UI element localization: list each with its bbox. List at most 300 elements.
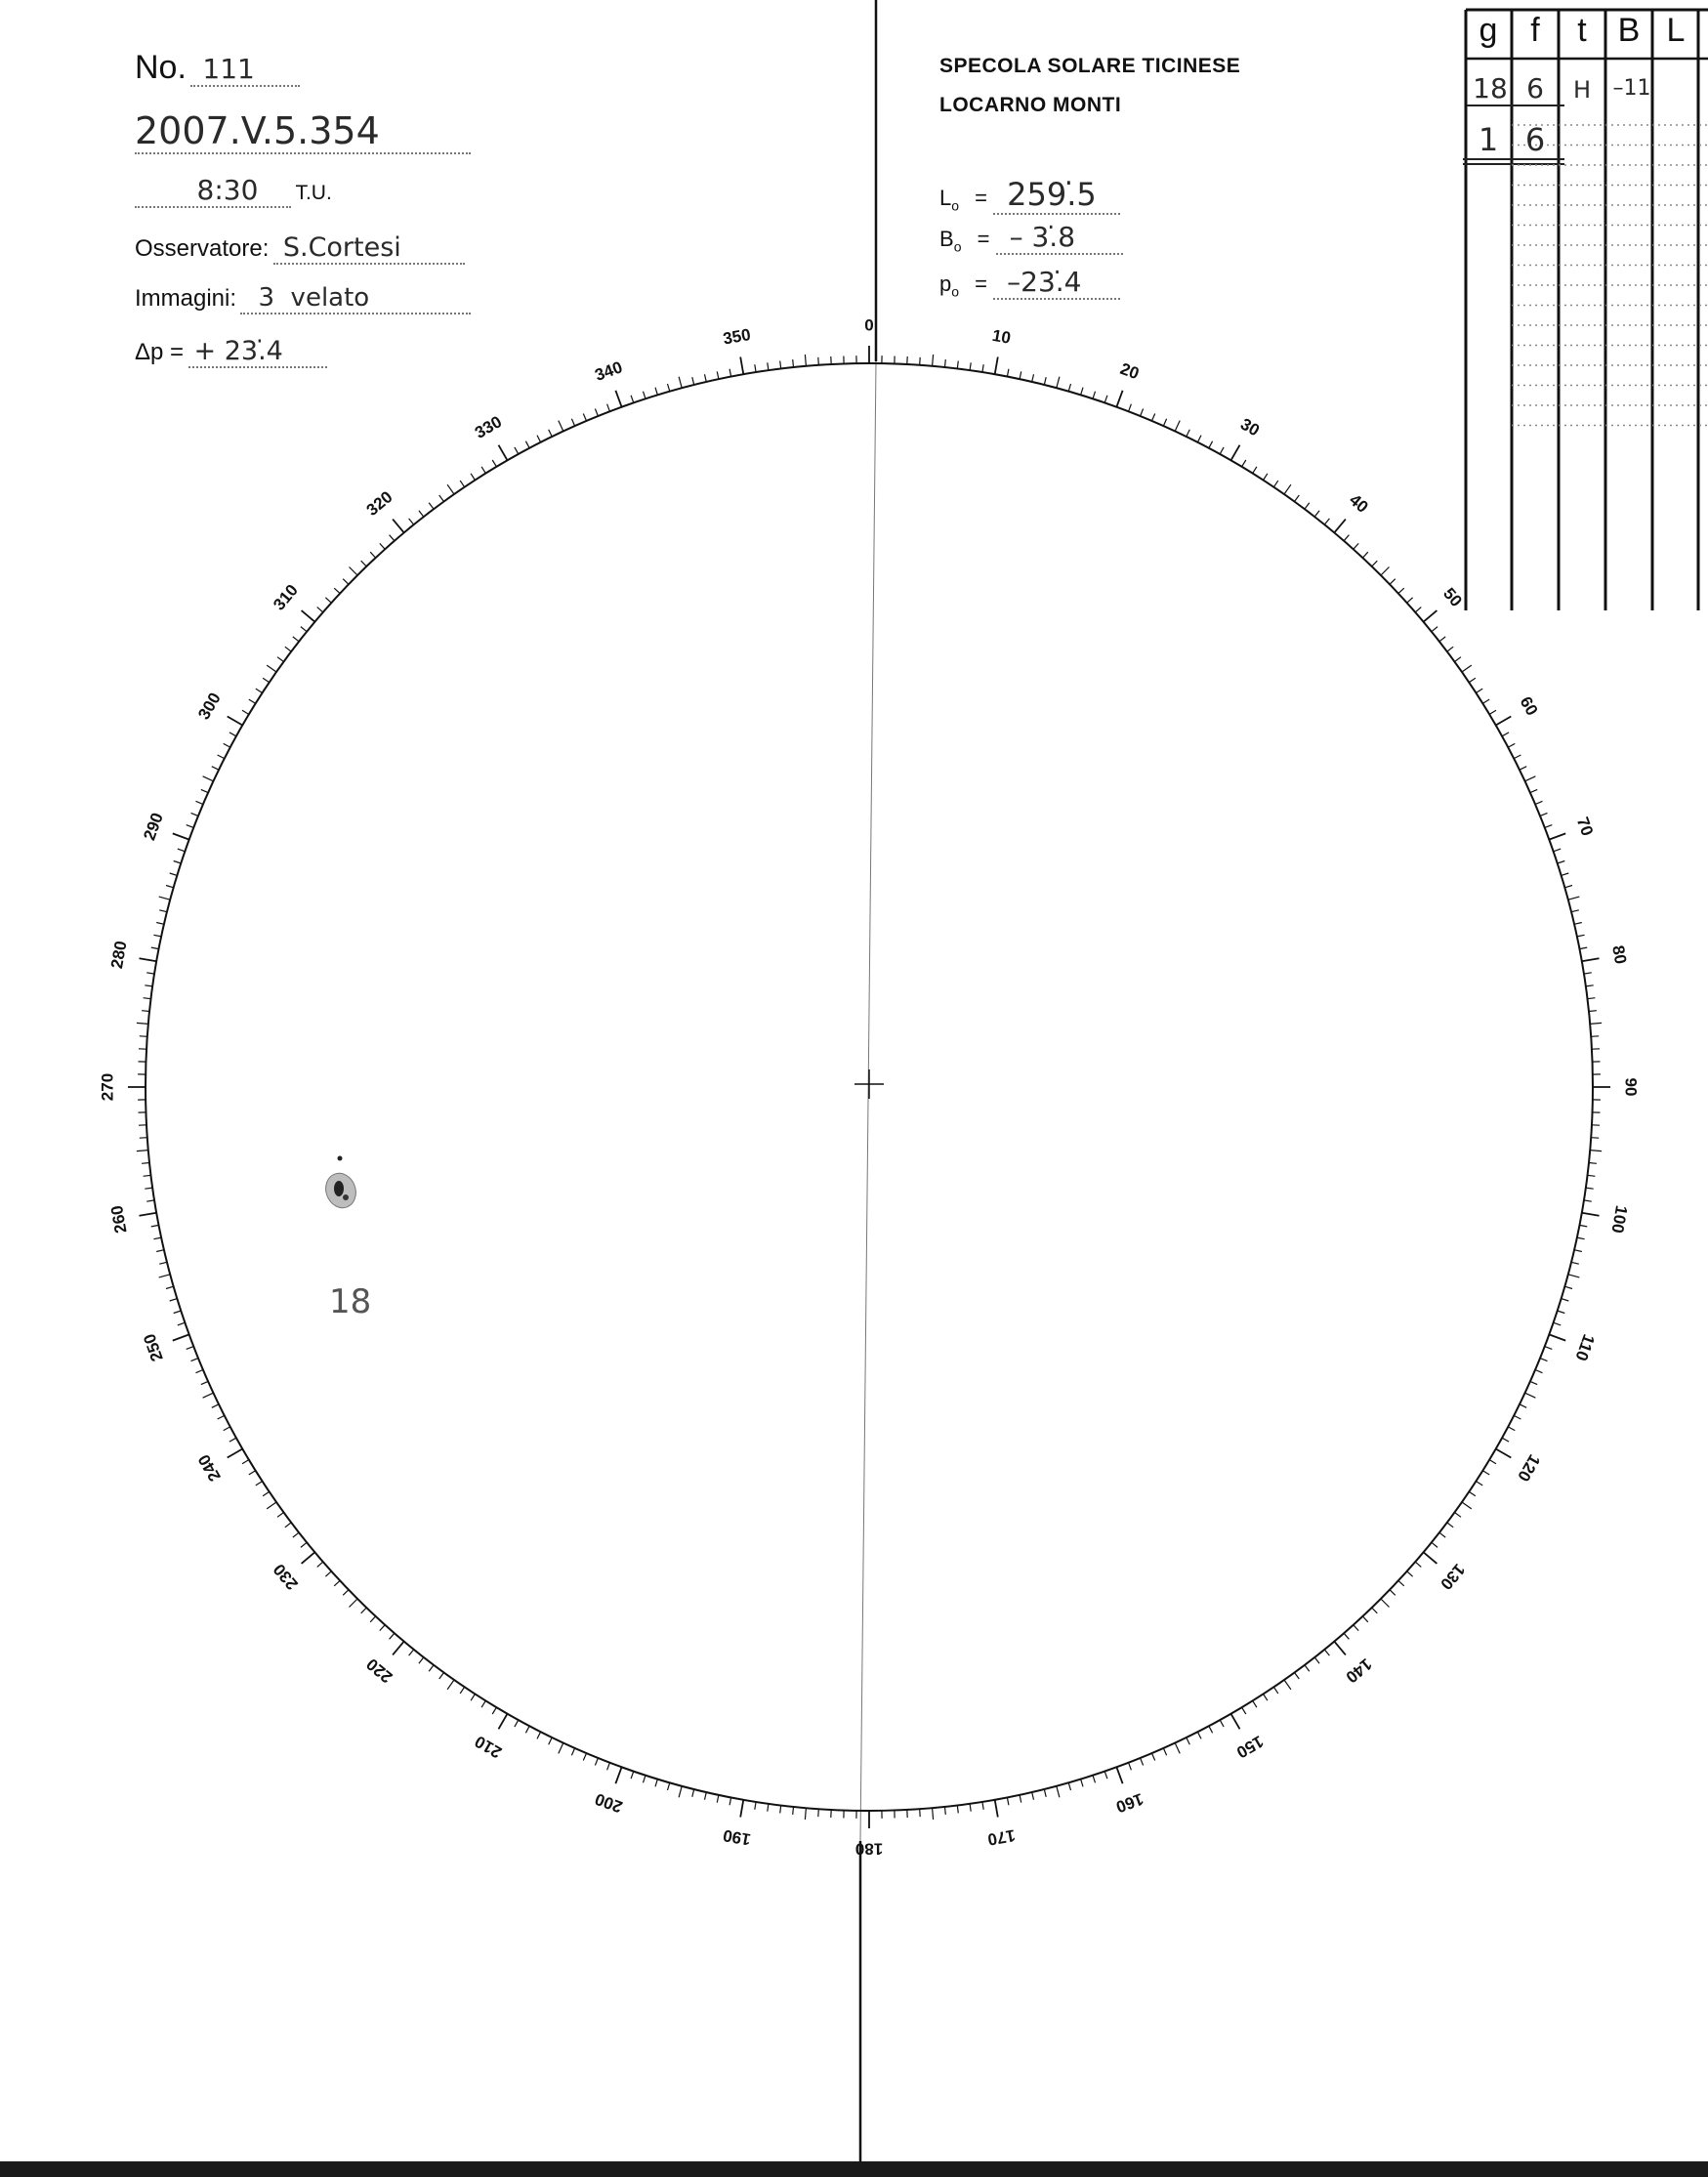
delta-p-label: Δp = — [135, 339, 185, 365]
tick-321 — [409, 519, 414, 524]
tick-228 — [325, 1571, 331, 1576]
tick-222 — [380, 1625, 385, 1631]
tick-33 — [1264, 474, 1268, 481]
degree-label-220: 220 — [362, 1654, 396, 1687]
cell-r1-b: –11 — [1612, 76, 1651, 101]
tick-108 — [1558, 1311, 1565, 1314]
tick-130 — [1424, 1552, 1437, 1564]
tick-85 — [1590, 1023, 1602, 1024]
tick-143 — [1305, 1665, 1310, 1671]
tick-72 — [1558, 861, 1565, 864]
tick-287 — [170, 873, 178, 875]
tick-352 — [768, 362, 769, 370]
tick-356 — [818, 357, 819, 365]
tick-187 — [780, 1806, 781, 1814]
tick-256 — [159, 1262, 167, 1264]
tick-136 — [1372, 1608, 1378, 1613]
tick-127 — [1447, 1523, 1453, 1528]
tick-174 — [945, 1807, 946, 1815]
tick-145 — [1284, 1680, 1291, 1690]
tick-334 — [549, 430, 553, 437]
tick-207 — [537, 1732, 541, 1738]
tick-193 — [705, 1792, 707, 1800]
tick-106 — [1564, 1286, 1572, 1288]
tick-45 — [1381, 567, 1390, 576]
tick-113 — [1535, 1370, 1542, 1373]
tick-77 — [1574, 923, 1582, 925]
tick-254 — [166, 1286, 174, 1288]
tick-21 — [1129, 404, 1132, 412]
tick-349 — [729, 369, 731, 377]
tick-202 — [595, 1758, 598, 1766]
tick-76 — [1571, 910, 1579, 912]
tick-237 — [256, 1482, 263, 1486]
tick-283 — [156, 923, 164, 925]
tick-151 — [1220, 1720, 1224, 1727]
sunspot-group-18 — [321, 1156, 361, 1213]
degree-label-30: 30 — [1237, 414, 1263, 440]
tick-294 — [201, 789, 208, 792]
tick-304 — [263, 678, 270, 682]
tick-245 — [203, 1393, 214, 1398]
degree-label-240: 240 — [194, 1450, 225, 1486]
tick-74 — [1564, 886, 1572, 888]
tick-37 — [1305, 503, 1310, 509]
tick-326 — [460, 481, 464, 487]
tick-78 — [1577, 935, 1585, 937]
tick-317 — [370, 552, 375, 558]
tick-59 — [1489, 710, 1496, 714]
tick-98 — [1586, 1188, 1594, 1189]
tick-331 — [515, 447, 519, 454]
tick-280 — [140, 958, 157, 961]
tick-291 — [187, 825, 194, 828]
tick-16 — [1068, 384, 1070, 392]
time-value: 8:30 — [135, 174, 291, 208]
tick-147 — [1264, 1695, 1268, 1701]
tick-298 — [224, 743, 230, 747]
tick-314 — [343, 579, 349, 585]
tick-239 — [242, 1460, 249, 1464]
tick-200 — [615, 1767, 621, 1783]
tick-123 — [1477, 1482, 1483, 1486]
tick-118 — [1508, 1427, 1515, 1431]
tick-144 — [1295, 1673, 1300, 1680]
tick-355 — [805, 355, 806, 366]
tick-141 — [1324, 1650, 1329, 1655]
tick-279 — [146, 973, 154, 974]
tick-263 — [144, 1175, 151, 1176]
tick-209 — [515, 1720, 519, 1727]
degree-label-260: 260 — [106, 1203, 131, 1235]
tick-212 — [481, 1700, 485, 1707]
tick-227 — [334, 1580, 340, 1585]
tick-19 — [1104, 396, 1107, 403]
tick-115 — [1525, 1393, 1536, 1398]
tick-311 — [317, 607, 323, 612]
delta-p-value: + 23.̇4 — [188, 336, 327, 368]
tick-330 — [499, 445, 508, 461]
col-header-g: g — [1479, 12, 1498, 49]
cell-r1-f: 6 — [1526, 72, 1544, 105]
tick-62 — [1508, 743, 1515, 747]
tick-114 — [1530, 1381, 1537, 1384]
tick-47 — [1398, 588, 1404, 593]
tick-162 — [1093, 1776, 1096, 1783]
tick-22 — [1141, 409, 1144, 417]
tick-176 — [920, 1809, 921, 1817]
tick-73 — [1562, 873, 1569, 875]
tick-343 — [655, 388, 657, 396]
tick-232 — [293, 1532, 299, 1537]
tick-318 — [380, 543, 385, 549]
col-header-b: B — [1617, 12, 1641, 49]
tick-140 — [1334, 1642, 1346, 1655]
tick-109 — [1554, 1322, 1562, 1325]
tick-34 — [1273, 481, 1277, 487]
tick-156 — [1163, 1748, 1166, 1755]
tick-284 — [159, 910, 167, 912]
tick-247 — [196, 1370, 203, 1373]
l0-value: 259.̇5 — [993, 176, 1120, 215]
tick-218 — [419, 1657, 424, 1663]
tick-184 — [818, 1809, 819, 1817]
tick-8 — [970, 362, 971, 370]
tick-102 — [1577, 1237, 1585, 1239]
tick-223 — [370, 1616, 375, 1622]
tick-57 — [1477, 689, 1483, 692]
images-value: 3 velato — [240, 283, 471, 314]
tick-175 — [933, 1808, 934, 1820]
tick-323 — [429, 503, 434, 509]
tick-157 — [1152, 1753, 1155, 1760]
tick-61 — [1502, 733, 1509, 736]
col-header-l: L — [1666, 12, 1686, 49]
tick-13 — [1032, 374, 1034, 382]
degree-label-280: 280 — [106, 939, 131, 971]
degree-label-350: 350 — [721, 324, 753, 349]
tick-213 — [471, 1695, 475, 1701]
tick-333 — [537, 436, 541, 442]
tick-249 — [187, 1347, 194, 1350]
tick-69 — [1545, 825, 1553, 828]
tick-309 — [301, 627, 307, 632]
tick-135 — [1381, 1599, 1390, 1608]
degree-label-210: 210 — [471, 1732, 506, 1762]
tick-329 — [492, 460, 496, 467]
tick-328 — [481, 467, 485, 474]
tick-149 — [1242, 1707, 1246, 1714]
tick-320 — [393, 520, 404, 533]
tick-133 — [1398, 1580, 1404, 1585]
time-unit: T.U. — [295, 182, 332, 204]
tick-188 — [768, 1804, 769, 1812]
degree-label-100: 100 — [1607, 1203, 1632, 1235]
tick-18 — [1093, 392, 1096, 399]
tick-353 — [780, 361, 781, 369]
col-header-f: f — [1530, 12, 1540, 49]
tick-242 — [224, 1427, 230, 1431]
degree-label-320: 320 — [362, 487, 396, 520]
tick-148 — [1253, 1700, 1257, 1707]
sunspot-group-label: 18 — [329, 1282, 372, 1321]
tick-251 — [178, 1322, 186, 1325]
tick-246 — [201, 1381, 208, 1384]
tick-216 — [439, 1673, 444, 1680]
tick-289 — [178, 849, 186, 852]
tick-32 — [1253, 467, 1257, 474]
tick-44 — [1372, 561, 1378, 566]
sunspot-umbra-small — [343, 1194, 349, 1200]
tick-81 — [1584, 973, 1592, 974]
tick-275 — [137, 1023, 148, 1024]
tick-336 — [571, 419, 574, 426]
tick-277 — [144, 998, 151, 999]
tick-128 — [1439, 1532, 1445, 1537]
tick-25 — [1175, 421, 1180, 432]
tick-206 — [549, 1737, 553, 1744]
tick-65 — [1525, 776, 1536, 781]
record-number-value: 111 — [190, 53, 300, 87]
tick-208 — [525, 1726, 529, 1733]
tick-153 — [1197, 1732, 1201, 1738]
degree-label-180: 180 — [854, 1839, 884, 1859]
tick-117 — [1514, 1415, 1521, 1419]
degree-label-20: 20 — [1117, 358, 1142, 384]
tick-86 — [1591, 1036, 1599, 1037]
ephemeris-l0: $L_o$ = 259.̇5 — [939, 176, 1120, 215]
p0-value: –23.̇4 — [993, 266, 1120, 300]
degree-label-190: 190 — [721, 1825, 753, 1850]
tick-14 — [1044, 377, 1046, 385]
tick-58 — [1482, 699, 1489, 703]
tick-185 — [805, 1808, 806, 1820]
tick-173 — [957, 1806, 958, 1814]
tick-306 — [277, 657, 284, 662]
tick-236 — [263, 1491, 270, 1495]
tick-139 — [1344, 1633, 1349, 1639]
institution-name: SPECOLA SOLARE TICINESE — [939, 55, 1241, 77]
tick-99 — [1584, 1200, 1592, 1201]
b0-value: – 3.̇8 — [996, 221, 1123, 255]
tick-341 — [631, 396, 634, 403]
tick-354 — [793, 359, 794, 367]
tick-295 — [203, 776, 214, 781]
tick-325 — [447, 484, 454, 494]
degree-label-230: 230 — [270, 1560, 302, 1594]
tick-297 — [218, 755, 225, 759]
tick-233 — [285, 1523, 291, 1528]
tick-210 — [499, 1714, 508, 1730]
tick-211 — [492, 1707, 496, 1714]
degree-label-140: 140 — [1342, 1654, 1376, 1687]
tick-231 — [301, 1542, 307, 1547]
tick-253 — [170, 1299, 178, 1301]
degree-label-10: 10 — [990, 325, 1013, 348]
tick-36 — [1295, 495, 1300, 502]
tick-255 — [159, 1275, 171, 1277]
tick-282 — [153, 935, 161, 937]
tick-235 — [267, 1502, 276, 1509]
tick-278 — [145, 985, 152, 986]
tick-169 — [1007, 1797, 1009, 1805]
tick-122 — [1482, 1471, 1489, 1475]
tick-302 — [249, 699, 256, 703]
tick-307 — [285, 647, 291, 651]
tick-31 — [1242, 460, 1246, 467]
tick-303 — [256, 689, 263, 692]
tick-159 — [1129, 1763, 1132, 1771]
tick-324 — [439, 495, 444, 502]
tick-56 — [1469, 678, 1476, 682]
tick-230 — [302, 1552, 315, 1564]
tick-12 — [1020, 371, 1021, 379]
degree-label-170: 170 — [985, 1825, 1018, 1850]
tick-226 — [343, 1590, 349, 1596]
tick-154 — [1187, 1737, 1190, 1744]
tick-238 — [249, 1471, 256, 1475]
tick-120 — [1496, 1449, 1512, 1458]
tick-327 — [471, 474, 475, 481]
tick-310 — [302, 610, 315, 622]
degree-label-0: 0 — [864, 315, 874, 335]
tick-101 — [1579, 1225, 1587, 1227]
tick-161 — [1104, 1772, 1107, 1779]
degree-label-330: 330 — [471, 412, 506, 442]
tick-257 — [156, 1250, 164, 1252]
col-header-t: t — [1577, 12, 1587, 49]
tick-266 — [140, 1138, 147, 1139]
cell-r2-f: 6 — [1524, 121, 1546, 158]
tick-67 — [1535, 801, 1542, 804]
tick-286 — [166, 886, 174, 888]
tick-158 — [1141, 1758, 1144, 1766]
tick-217 — [429, 1665, 434, 1671]
tick-24 — [1163, 419, 1166, 426]
tick-97 — [1588, 1175, 1596, 1176]
degree-label-110: 110 — [1571, 1331, 1599, 1363]
tick-243 — [218, 1415, 225, 1419]
tick-348 — [717, 371, 719, 379]
tick-197 — [655, 1779, 657, 1787]
tick-79 — [1579, 947, 1587, 949]
tick-199 — [631, 1772, 634, 1779]
degree-label-150: 150 — [1232, 1732, 1268, 1762]
tick-346 — [692, 377, 694, 385]
tick-129 — [1432, 1542, 1437, 1547]
tick-292 — [191, 813, 199, 816]
tick-219 — [409, 1650, 414, 1655]
tick-167 — [1032, 1792, 1034, 1800]
tick-71 — [1554, 849, 1562, 852]
tick-288 — [174, 861, 182, 864]
tick-104 — [1571, 1262, 1579, 1264]
tick-39 — [1324, 519, 1329, 524]
tick-146 — [1273, 1687, 1277, 1694]
tick-116 — [1520, 1404, 1526, 1408]
degree-label-310: 310 — [270, 580, 302, 614]
tick-252 — [174, 1311, 182, 1314]
tick-290 — [173, 833, 189, 839]
tick-276 — [142, 1011, 149, 1012]
tick-281 — [151, 947, 159, 949]
record-number-label: No. — [135, 49, 187, 86]
tick-11 — [1007, 369, 1009, 377]
tick-244 — [212, 1404, 219, 1408]
observer-label: Osservatore: — [135, 235, 270, 262]
tick-4 — [920, 357, 921, 365]
tick-322 — [419, 511, 424, 517]
tick-191 — [729, 1797, 731, 1805]
tick-29 — [1220, 447, 1224, 454]
tick-250 — [173, 1334, 189, 1340]
tick-165 — [1057, 1786, 1060, 1798]
sunspot-pore — [338, 1156, 343, 1161]
tick-53 — [1447, 647, 1453, 651]
ephemeris-b0: $B_o$ = – 3.̇8 — [939, 221, 1123, 255]
scan-bottom-edge — [0, 2161, 1708, 2177]
tick-168 — [1020, 1795, 1021, 1803]
tick-17 — [1081, 388, 1083, 396]
tick-96 — [1589, 1163, 1597, 1164]
tick-105 — [1568, 1275, 1580, 1277]
tick-48 — [1407, 598, 1413, 603]
tick-296 — [212, 767, 219, 771]
tick-5 — [933, 355, 934, 366]
tick-150 — [1231, 1714, 1240, 1730]
tick-260 — [140, 1213, 157, 1216]
tick-195 — [679, 1786, 682, 1798]
tick-350 — [740, 357, 743, 375]
tick-259 — [151, 1225, 159, 1227]
tick-205 — [559, 1743, 563, 1754]
tick-170 — [995, 1800, 998, 1818]
tick-132 — [1407, 1571, 1413, 1576]
tick-54 — [1455, 657, 1462, 662]
tick-107 — [1562, 1299, 1569, 1301]
degree-label-40: 40 — [1345, 490, 1372, 517]
tick-80 — [1582, 958, 1600, 961]
tick-52 — [1439, 637, 1445, 642]
tick-319 — [390, 535, 395, 541]
degree-label-130: 130 — [1437, 1560, 1469, 1594]
tick-345 — [679, 377, 682, 389]
tick-293 — [196, 801, 203, 804]
tick-194 — [692, 1789, 694, 1797]
tick-171 — [982, 1802, 983, 1810]
tick-26 — [1187, 430, 1190, 437]
tick-342 — [644, 392, 646, 399]
tick-332 — [525, 441, 529, 448]
tick-196 — [668, 1782, 670, 1790]
degree-label-60: 60 — [1516, 693, 1542, 719]
tick-340 — [615, 391, 621, 407]
tick-203 — [583, 1753, 586, 1760]
tick-70 — [1549, 833, 1565, 839]
tick-75 — [1568, 897, 1580, 900]
tick-35 — [1284, 484, 1291, 494]
tick-315 — [350, 567, 358, 576]
tick-84 — [1589, 1011, 1597, 1012]
tick-190 — [740, 1800, 743, 1818]
tick-111 — [1545, 1347, 1553, 1350]
tick-60 — [1496, 717, 1512, 726]
tick-164 — [1068, 1782, 1070, 1790]
tick-23 — [1152, 414, 1155, 421]
tick-134 — [1390, 1590, 1396, 1596]
tick-299 — [229, 733, 236, 736]
degree-label-300: 300 — [194, 689, 225, 724]
